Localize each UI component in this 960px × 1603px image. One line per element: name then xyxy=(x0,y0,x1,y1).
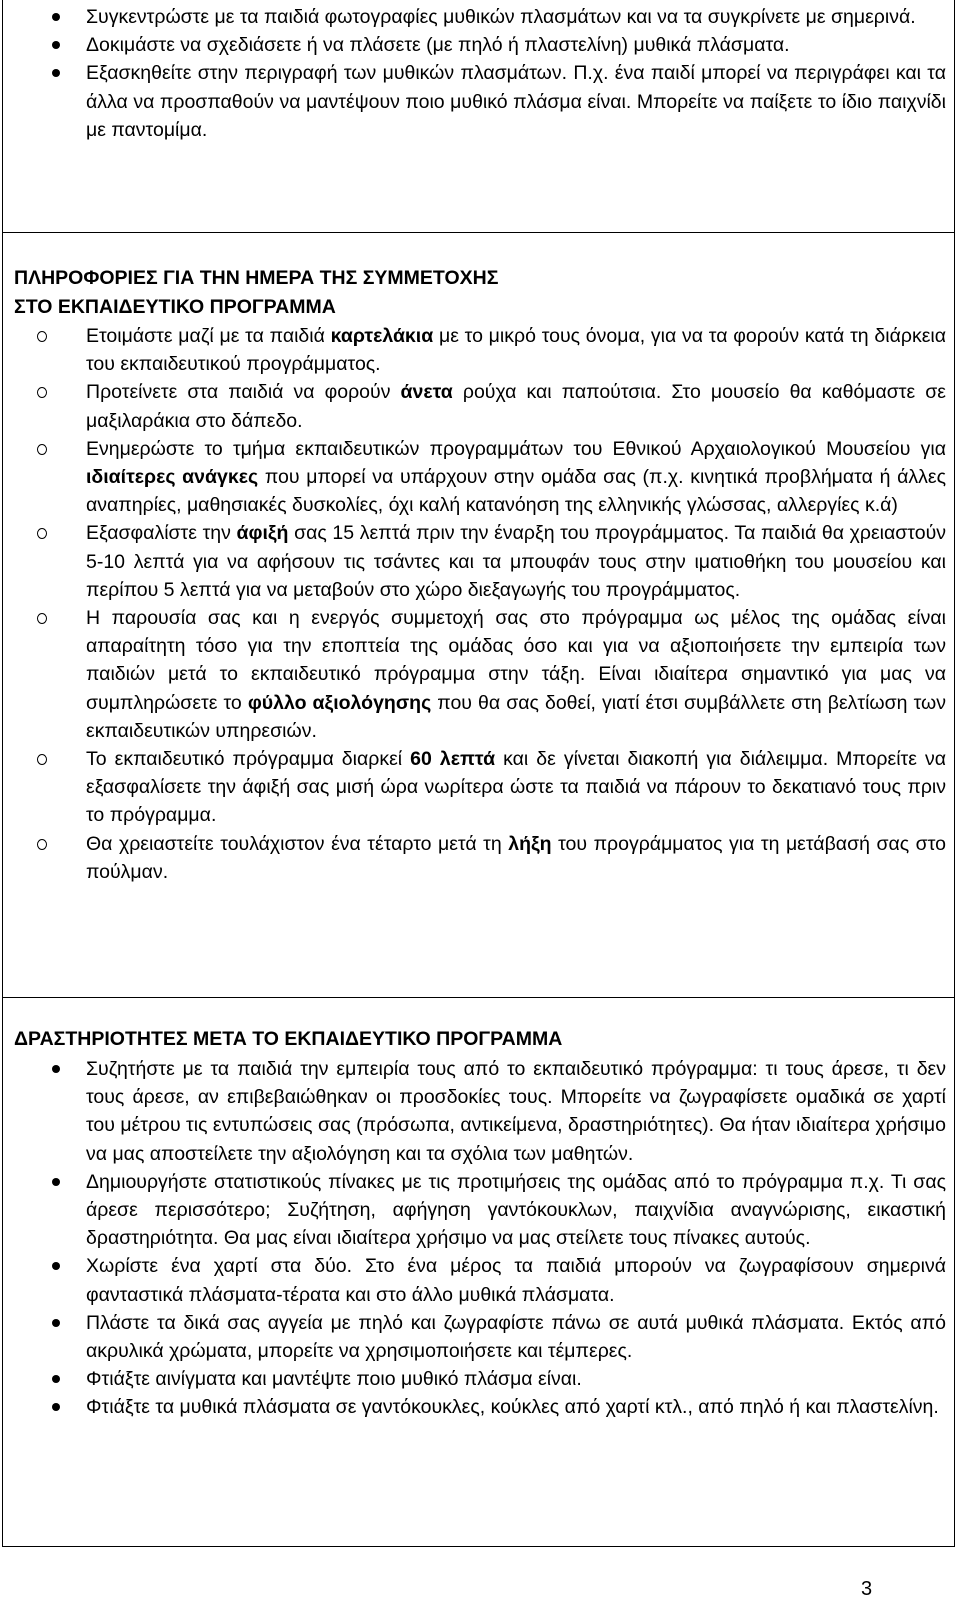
list-item: Ετοιμάστε μαζί με τα παιδιά καρτελάκια με το μικρό τους όνομα, για να τα φορούν κατά τη διάρκεια του εκπαιδευτικού προγράμματος. xyxy=(86,322,946,378)
pre-activities-list xyxy=(86,3,946,144)
participation-info-list xyxy=(86,322,946,886)
list-item: Θα χρειαστείτε τουλάχιστον ένα τέταρτο μετά τη λήξη του προγράμματος για τη μετάβασή σας στο πούλμαν. xyxy=(86,830,946,886)
section-heading: ΠΛΗΡΟΦΟΡΙΕΣ ΓΙΑ ΤΗΝ ΗΜΕΡΑ ΤΗΣ ΣΥΜΜΕΤΟΧΗΣ xyxy=(14,267,499,289)
list-item: Εξασφαλίστε την άφιξή σας 15 λεπτά πριν την έναρξη του προγράμματος. Τα παιδιά θα χρειαστούν 5-10 λεπτά για να αφήσουν τις τσάντες και τα μπουφάν τους στην ιματιοθήκη του μουσείου και περίπου 5 λεπτά για να μεταβούν στο χώρο διεξαγωγής του προγράμματος. xyxy=(86,519,946,604)
list-item: Ενημερώστε το τμήμα εκπαιδευτικών προγραμμάτων του Εθνικού Αρχαιολογικού Μουσείου για ιδιαίτερες ανάγκες που μπορεί να υπάρχουν στην ομάδα σας (π.χ. κινητικά προβλήματα ή άλλες αναπηρίες, μαθησιακές δυσκολίες, όχι καλή κατανόηση της ελληνικής γλώσσας, αλλεργίες κ.ά) xyxy=(86,435,946,520)
list-item: Δοκιμάστε να σχεδιάσετε ή να πλάσετε (με πηλό ή πλαστελίνη) μυθικά πλάσματα. xyxy=(86,31,946,59)
post-activities-list xyxy=(86,1055,946,1422)
list-item: Φτιάξτε τα μυθικά πλάσματα σε γαντόκουκλες, κούκλες από χαρτί κτλ., από πηλό ή και πλαστελίνη. xyxy=(86,1393,946,1421)
list-item: Η παρουσία σας και η ενεργός συμμετοχή σας στο πρόγραμμα ως μέλος της ομάδας είναι απαραίτητη τόσο για την εποπτεία της ομάδας όσο και για να αξιοποιήσετε την εμπειρία των παιδιών μετά το εκπαιδευτικό πρόγραμμα στην τάξη. Είναι ιδιαίτερα σημαντικό για μας να συμπληρώσετε το φύλλο αξιολόγησης που θα σας δοθεί, γιατί έτσι συμβάλλετε στη βελτίωση των εκπαιδευτικών υπηρεσιών. xyxy=(86,604,946,745)
list-item: Εξασκηθείτε στην περιγραφή των μυθικών πλασμάτων. Π.χ. ένα παιδί μπορεί να περιγράφει και τα άλλα να προσπαθούν να μαντέψουν ποιο μυθικό πλάσμα είναι. Μπορείτε να παίξετε το ίδιο παιχνίδι με παντομίμα. xyxy=(86,59,946,144)
list-item: Συγκεντρώστε με τα παιδιά φωτογραφίες μυθικών πλασμάτων και να τα συγκρίνετε με σημερινά. xyxy=(86,3,946,31)
list-item: Χωρίστε ένα χαρτί στα δύο. Στο ένα μέρος τα παιδιά μπορούν να ζωγραφίσουν σημερινά φανταστικά πλάσματα-τέρατα και στο άλλο μυθικά πλάσματα. xyxy=(86,1252,946,1308)
list-item: Προτείνετε στα παιδιά να φορούν άνετα ρούχα και παπούτσια. Στο μουσείο θα καθόμαστε σε μαξιλαράκια στο δάπεδο. xyxy=(86,378,946,434)
list-item: Δημιουργήστε στατιστικούς πίνακες με τις προτιμήσεις της ομάδας από το πρόγραμμα π.χ. Τι σας άρεσε περισσότερο; Συζήτηση, αφήγηση γαντόκουκλων, παιχνίδια αναγνώρισης, εικαστική δραστηριότητα. Θα μας είναι ιδιαίτερα χρήσιμο να μας στείλετε τους πίνακες αυτούς. xyxy=(86,1168,946,1253)
section-heading: ΣΤΟ ΕΚΠΑΙΔΕΥΤΙΚΟ ΠΡΟΓΡΑΜΜΑ xyxy=(14,296,336,318)
list-item: Πλάστε τα δικά σας αγγεία με πηλό και ζωγραφίστε πάνω σε αυτά μυθικά πλάσματα. Εκτός από ακρυλικά χρώματα, μπορείτε να χρησιμοποιήσετε και τέμπερες. xyxy=(86,1309,946,1365)
list-item: Συζητήστε με τα παιδιά την εμπειρία τους από το εκπαιδευτικό πρόγραμμα: τι τους άρεσε, τι δεν τους άρεσε, αν επιβεβαιώθηκαν οι προσδοκίες τους. Μπορείτε να ζωγραφίσετε ομαδικά σε χαρτί του μέτρου τις εντυπώσεις σας (πρόσωπα, αντικείμενα, δραστηριότητες). Θα ήταν ιδιαίτερα χρήσιμο να μας αποστείλετε την αξιολόγηση και τα σχόλια των μαθητών. xyxy=(86,1055,946,1168)
list-item: Το εκπαιδευτικό πρόγραμμα διαρκεί 60 λεπτά και δε γίνεται διακοπή για διάλειμμα. Μπορείτε να εξασφαλίσετε την άφιξή σας μισή ώρα νωρίτερα ώστε τα παιδιά να πάρουν το δεκατιανό τους πριν το πρόγραμμα. xyxy=(86,745,946,830)
section-heading: ΔΡΑΣΤΗΡΙΟΤΗΤΕΣ ΜΕΤΑ ΤΟ ΕΚΠΑΙΔΕΥΤΙΚΟ ΠΡΟΓΡΑΜΜΑ xyxy=(14,1028,563,1050)
list-item: Φτιάξτε αινίγματα και μαντέψτε ποιο μυθικό πλάσμα είναι. xyxy=(86,1365,946,1393)
page-number: 3 xyxy=(861,1578,873,1600)
